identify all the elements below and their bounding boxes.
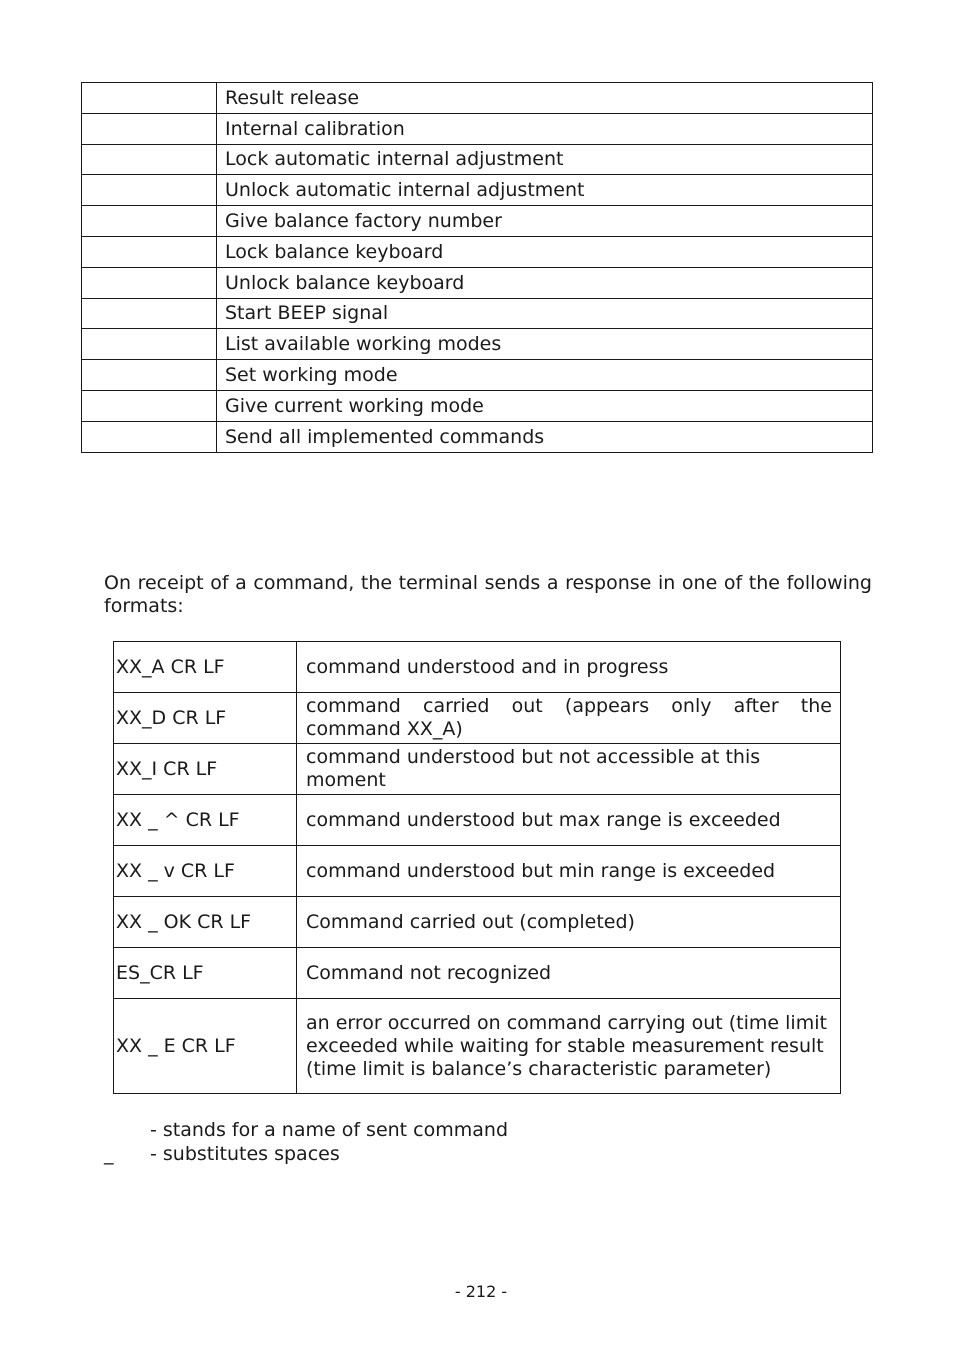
command-description: Give current working mode [217, 390, 873, 421]
response-format: XX _ E CR LF [114, 999, 297, 1094]
command-code [82, 267, 217, 298]
legend [104, 1118, 508, 1166]
command-description: Unlock balance keyboard [217, 267, 873, 298]
command-description: Send all implemented commands [217, 421, 873, 452]
table-row [114, 846, 841, 897]
legend-text: - substitutes spaces [150, 1143, 340, 1165]
command-code [82, 175, 217, 206]
table-row [114, 795, 841, 846]
commands-table [81, 82, 873, 453]
command-description: List available working modes [217, 329, 873, 360]
command-description: Set working mode [217, 360, 873, 391]
response-meaning: command understood and in progress [297, 642, 841, 693]
response-meaning: Command carried out (completed) [297, 897, 841, 948]
command-description: Unlock automatic internal adjustment [217, 175, 873, 206]
table-row [82, 298, 873, 329]
table-row [82, 329, 873, 360]
table-row [114, 897, 841, 948]
command-code [82, 113, 217, 144]
table-row [114, 693, 841, 744]
command-description: Lock automatic internal adjustment [217, 144, 873, 175]
legend-item [104, 1142, 508, 1166]
response-meaning: Command not recognized [297, 948, 841, 999]
table-row [82, 360, 873, 391]
table-row [82, 421, 873, 452]
response-meaning: command understood but not accessible at this moment [297, 744, 841, 795]
command-code [82, 83, 217, 114]
response-meaning: command understood but max range is exceeded [297, 795, 841, 846]
table-row [82, 175, 873, 206]
command-code [82, 360, 217, 391]
response-meaning: command carried out (appears only after the command XX_A) [297, 693, 841, 744]
table-row [82, 83, 873, 114]
table-row [82, 390, 873, 421]
legend-symbol: _ [104, 1143, 114, 1165]
response-format: XX _ ^ CR LF [114, 795, 297, 846]
command-code [82, 390, 217, 421]
responses-table [113, 641, 841, 1094]
table-row [114, 948, 841, 999]
response-format: XX _ v CR LF [114, 846, 297, 897]
response-format: XX_I CR LF [114, 744, 297, 795]
table-row [82, 144, 873, 175]
response-format: ES_CR LF [114, 948, 297, 999]
command-code [82, 144, 217, 175]
response-format: XX_D CR LF [114, 693, 297, 744]
command-description: Start BEEP signal [217, 298, 873, 329]
command-code [82, 298, 217, 329]
command-description: Result release [217, 83, 873, 114]
table-row [114, 744, 841, 795]
response-format: XX _ OK CR LF [114, 897, 297, 948]
table-row [82, 113, 873, 144]
table-row [114, 999, 841, 1094]
table-row [82, 206, 873, 237]
response-meaning: command understood but min range is exceeded [297, 846, 841, 897]
table-row [82, 267, 873, 298]
command-code [82, 206, 217, 237]
response-meaning: an error occurred on command carrying out (time limit exceeded while waiting for stable measurement result (time limit is balance’s characteristic parameter) [297, 999, 841, 1094]
command-code [82, 236, 217, 267]
legend-item [104, 1118, 508, 1142]
table-row [114, 642, 841, 693]
command-description: Internal calibration [217, 113, 873, 144]
intro-paragraph: On receipt of a command, the terminal sends a response in one of the following formats: [104, 572, 872, 617]
legend-text: - stands for a name of sent command [150, 1119, 509, 1141]
command-code [82, 421, 217, 452]
page-number: - 212 - [454, 1282, 508, 1301]
response-format: XX_A CR LF [114, 642, 297, 693]
command-description: Lock balance keyboard [217, 236, 873, 267]
table-row [82, 236, 873, 267]
legend-symbol [104, 1118, 150, 1142]
command-code [82, 329, 217, 360]
command-description: Give balance factory number [217, 206, 873, 237]
